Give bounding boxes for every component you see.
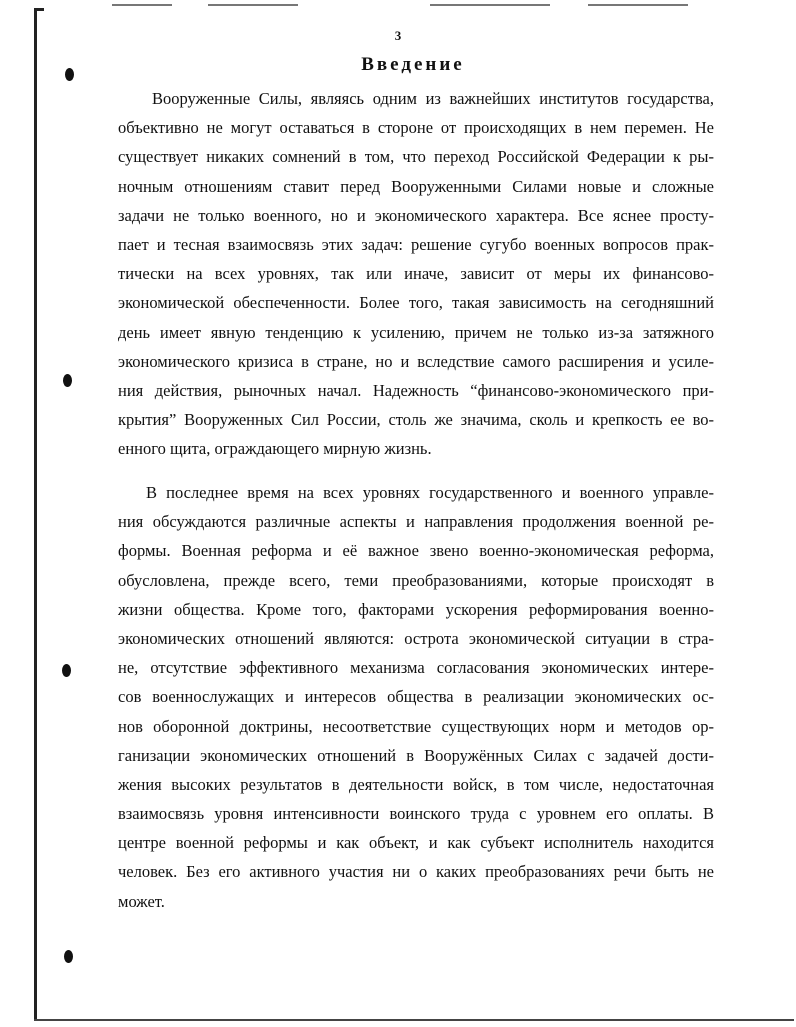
text-line: объективно не могут оставаться в стороне от происходящих в нем перемен. Не (118, 118, 714, 138)
scan-left-edge (34, 8, 37, 1020)
text-line: обусловлена, прежде всего, теми преобразованиями, которые происходят в (118, 570, 714, 590)
text-line: пает и тесная взаимосвязь этих задач: решение сугубо военных вопросов прак- (118, 234, 714, 254)
paragraph-2 (118, 478, 714, 916)
text-line: экономической обеспеченности. Более того, такая зависимость на сегодняшний (118, 293, 714, 313)
text-line: взаимосвязь уровня интенсивности воинского труда с уровнем его оплаты. В (118, 804, 714, 824)
scan-bottom-edge (34, 1019, 794, 1021)
scan-top-mark (112, 4, 172, 6)
text-line: существует никаких сомнений в том, что переход Российской Федерации к ры- (118, 147, 714, 167)
text-line: экономических отношений являются: острота экономической ситуации в стра- (118, 628, 714, 648)
text-line: формы. Военная реформа и её важное звено военно-экономическая реформа, (118, 541, 714, 561)
punch-hole-mark (62, 664, 71, 677)
text-line: тически на всех уровнях, так или иначе, зависит от меры их финансово- (118, 264, 714, 284)
text-line: человек. Без его активного участия ни о каких преобразованиях речи быть не (118, 862, 714, 882)
scan-top-mark (430, 4, 550, 6)
text-line: может. (118, 891, 165, 911)
text-line: задачи не только военного, но и экономического характера. Все яснее просту- (118, 205, 714, 225)
text-line: ганизации экономических отношений в Вооружённых Силах с задачей дости- (118, 745, 714, 765)
text-line: енного щита, ограждающего мирную жизнь. (118, 439, 432, 459)
text-line: В последнее время на всех уровнях государственного и военного управле- (146, 483, 714, 502)
text-line: нов оборонной доктрины, несоответствие существующих норм и методов ор- (118, 716, 714, 736)
text-line: сов военнослужащих и интересов общества в реализации экономических ос- (118, 687, 714, 707)
text-line: день имеет явную тенденцию к усилению, причем не только из-за затяжного (118, 322, 714, 342)
text-line: не, отсутствие эффективного механизма согласования экономических интере- (118, 658, 714, 678)
text-line: жения высоких результатов в деятельности войск, в том числе, недостаточная (118, 774, 714, 794)
scan-left-edge (34, 8, 44, 11)
punch-hole-mark (63, 374, 72, 387)
page-title: Введение (361, 54, 465, 75)
text-line: экономического кризиса в стране, но и вследствие самого расширения и усиле- (118, 351, 714, 371)
text-line: Вооруженные Силы, являясь одним из важнейших институтов государства, (152, 89, 714, 108)
text-line: центре военной реформы и как объект, и как субъект исполнитель находится (118, 833, 714, 853)
paragraph-1 (118, 84, 714, 463)
text-line: крытия” Вооруженных Сил России, столь же значима, сколь и крепкость ее во- (118, 410, 714, 430)
text-line: ния обсуждаются различные аспекты и направления продолжения военной ре- (118, 512, 714, 532)
text-line: жизни общества. Кроме того, факторами ускорения реформирования военно- (118, 599, 714, 619)
scan-top-mark (588, 4, 688, 6)
scan-top-mark (208, 4, 298, 6)
text-line: ночным отношениям ставит перед Вооруженными Силами новые и сложные (118, 176, 714, 196)
text-line: ния действия, рыночных начал. Надежность “финансово-экономического при- (118, 380, 714, 400)
page-number: 3 (394, 28, 402, 43)
punch-hole-mark (64, 950, 73, 963)
